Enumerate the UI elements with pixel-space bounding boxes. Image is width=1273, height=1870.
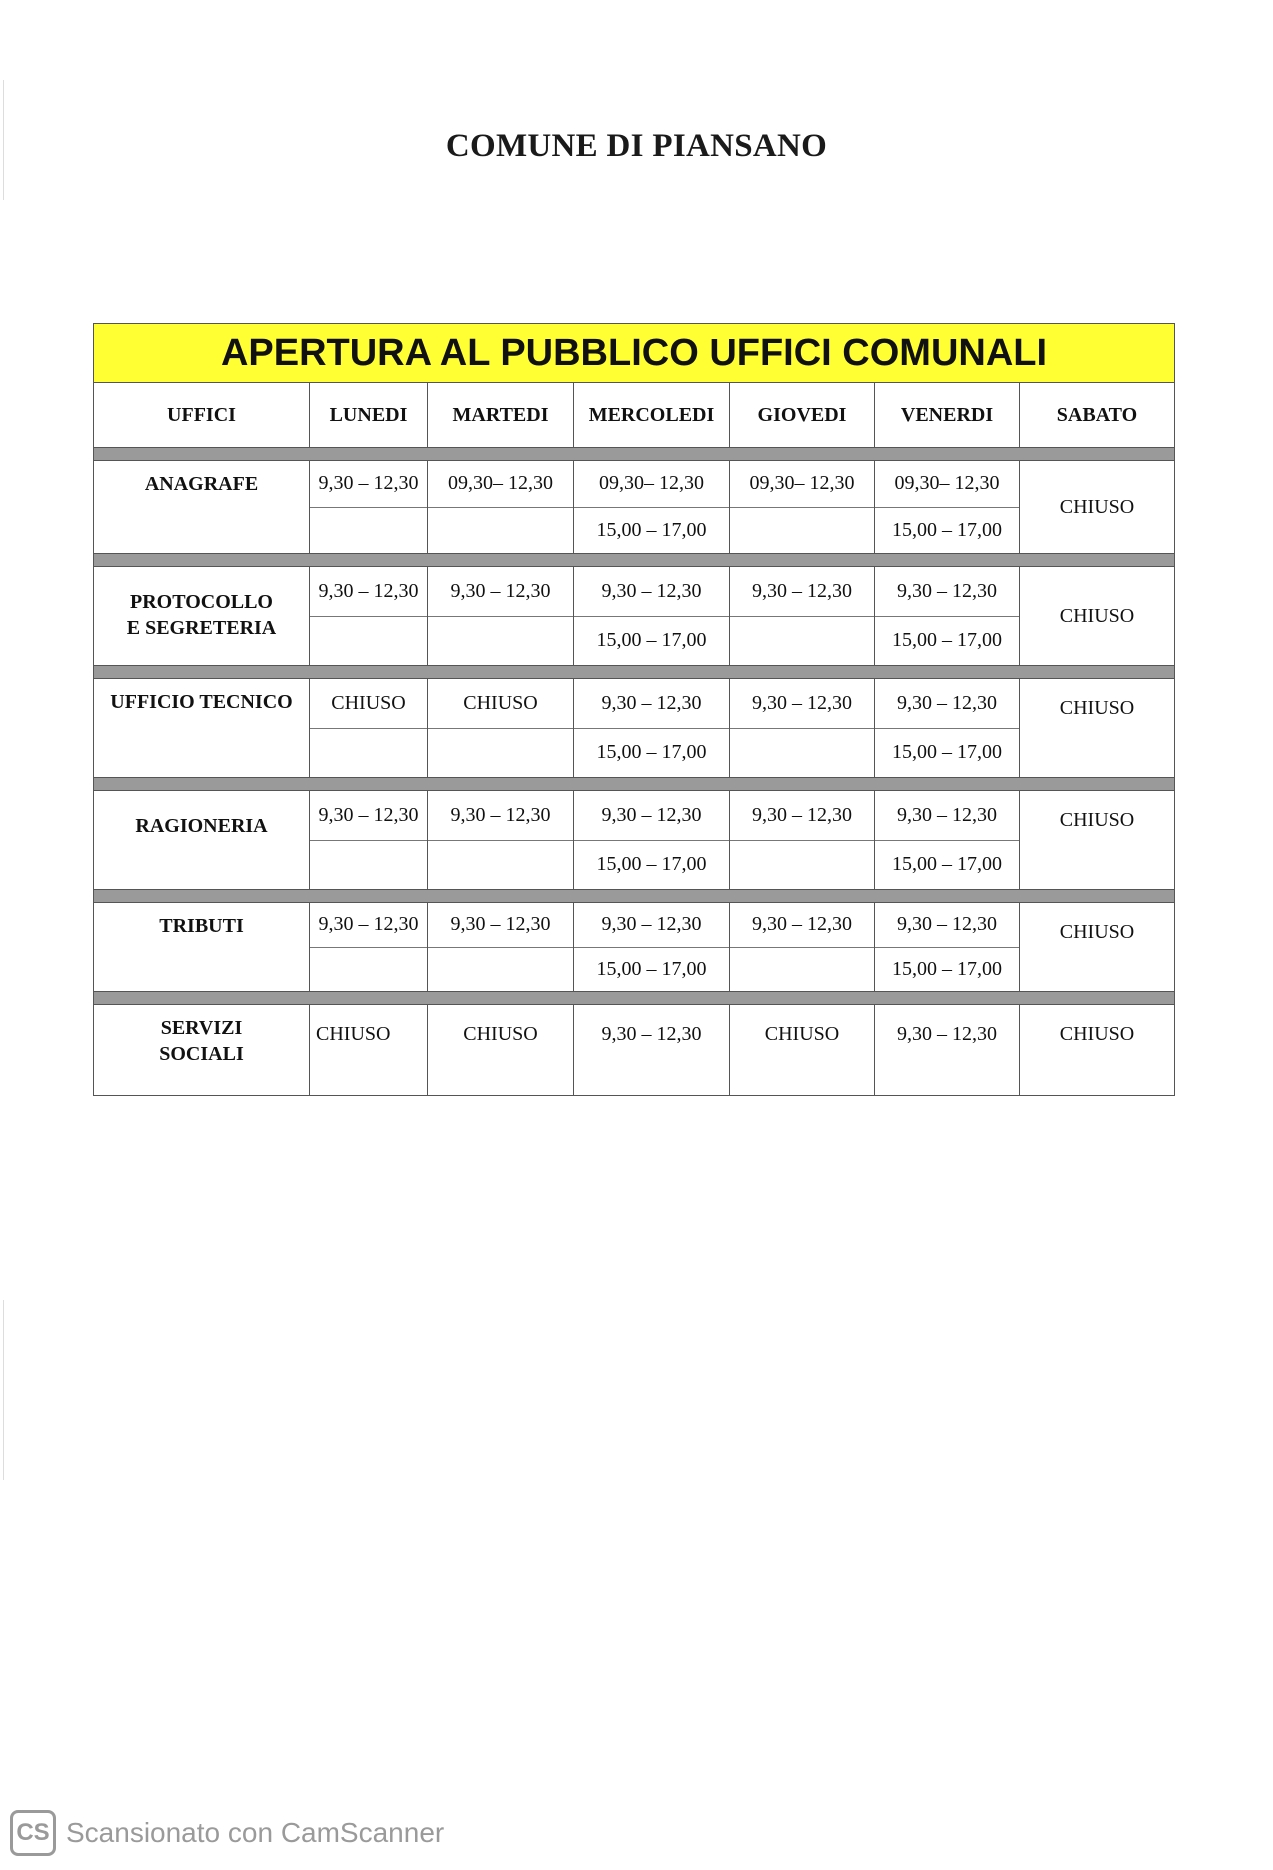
morning-slot: 9,30 – 12,30 — [450, 913, 551, 936]
hours-value: CHIUSO — [1059, 1023, 1135, 1045]
office-row — [94, 1005, 1174, 1095]
afternoon-slot: 15,00 – 17,00 — [574, 616, 729, 666]
hours-value: 9,30 – 12,30 — [897, 1023, 997, 1045]
row-separator — [94, 992, 1174, 1005]
office-name: SERVIZI SOCIALI — [94, 1005, 310, 1095]
header-lunedi: LUNEDI — [310, 383, 428, 447]
hours-value: CHIUSO — [1059, 604, 1135, 627]
hours-value: CHIUSO — [1059, 921, 1135, 943]
cell-venerdi — [875, 461, 1020, 553]
header-martedi: MARTEDI — [428, 383, 574, 447]
office-rows — [94, 448, 1174, 1095]
office-row — [94, 679, 1174, 778]
morning-slot: 09,30– 12,30 — [448, 472, 553, 495]
cell-mercoledi — [574, 461, 730, 553]
afternoon-slot: 15,00 – 17,00 — [875, 616, 1019, 666]
morning-slot: 9,30 – 12,30 — [897, 691, 997, 714]
afternoon-slot — [428, 840, 573, 890]
afternoon-slot — [310, 840, 427, 890]
cell-venerdi — [875, 679, 1020, 777]
cell-sabato — [1020, 791, 1174, 889]
cell-lunedi — [310, 679, 428, 777]
office-name: ANAGRAFE — [94, 461, 310, 553]
row-separator — [94, 890, 1174, 903]
cell-sabato — [1020, 567, 1174, 665]
morning-slot: 9,30 – 12,30 — [318, 579, 419, 602]
cell-martedi — [428, 679, 574, 777]
afternoon-slot: 15,00 – 17,00 — [875, 507, 1019, 554]
office-name: UFFICIO TECNICO — [94, 679, 310, 777]
afternoon-slot — [310, 728, 427, 778]
hours-value: 9,30 – 12,30 — [601, 1023, 702, 1045]
cell-lunedi — [310, 791, 428, 889]
header-venerdi: VENERDI — [875, 383, 1020, 447]
hours-value: CHIUSO — [1059, 697, 1135, 719]
row-separator — [94, 554, 1174, 567]
cell-martedi — [428, 461, 574, 553]
morning-slot: 9,30 – 12,30 — [601, 803, 702, 826]
office-row — [94, 903, 1174, 992]
cell-sabato — [1020, 461, 1174, 553]
morning-slot: 9,30 – 12,30 — [752, 803, 852, 826]
morning-slot: 9,30 – 12,30 — [318, 803, 419, 826]
cell-lunedi — [310, 903, 428, 991]
office-name: PROTOCOLLO E SEGRETERIA — [94, 567, 310, 665]
morning-slot: 9,30 – 12,30 — [897, 579, 997, 602]
morning-slot: 9,30 – 12,30 — [897, 803, 997, 826]
cell-lunedi — [310, 1005, 428, 1095]
afternoon-slot: 15,00 – 17,00 — [574, 840, 729, 890]
morning-slot: 9,30 – 12,30 — [450, 579, 551, 602]
header-row — [94, 383, 1174, 448]
afternoon-slot — [428, 616, 573, 666]
table-banner: APERTURA AL PUBBLICO UFFICI COMUNALI — [94, 324, 1174, 383]
morning-slot: CHIUSO — [331, 691, 406, 714]
afternoon-slot — [730, 947, 874, 992]
scan-edge-line — [3, 1300, 4, 1480]
header-mercoledi: MERCOLEDI — [574, 383, 730, 447]
header-sabato: SABATO — [1056, 403, 1138, 426]
cell-lunedi — [310, 567, 428, 665]
afternoon-slot — [730, 728, 874, 778]
cell-martedi — [428, 567, 574, 665]
row-separator — [94, 448, 1174, 461]
hours-value: CHIUSO — [764, 1023, 840, 1045]
afternoon-slot — [310, 616, 427, 666]
cell-giovedi — [730, 679, 875, 777]
cell-giovedi — [730, 461, 875, 553]
camscanner-logo-icon: CS — [10, 1810, 56, 1856]
office-row — [94, 791, 1174, 890]
morning-slot: 09,30– 12,30 — [749, 472, 855, 495]
cell-venerdi — [875, 1005, 1020, 1095]
morning-slot: 09,30– 12,30 — [894, 472, 1000, 495]
cell-sabato — [1020, 679, 1174, 777]
cell-giovedi — [730, 903, 875, 991]
afternoon-slot — [428, 507, 573, 554]
hours-value: CHIUSO — [463, 1023, 538, 1045]
cell-mercoledi — [574, 1005, 730, 1095]
afternoon-slot — [310, 947, 427, 992]
morning-slot: 9,30 – 12,30 — [450, 803, 551, 826]
cell-venerdi — [875, 903, 1020, 991]
afternoon-slot — [730, 840, 874, 890]
header-uffici: UFFICI — [94, 383, 310, 447]
cell-giovedi — [730, 567, 875, 665]
cell-mercoledi — [574, 903, 730, 991]
office-name: TRIBUTI — [94, 903, 310, 991]
office-row — [94, 461, 1174, 554]
afternoon-slot: 15,00 – 17,00 — [875, 947, 1019, 992]
afternoon-slot: 15,00 – 17,00 — [574, 728, 729, 778]
cell-martedi — [428, 791, 574, 889]
morning-slot: 9,30 – 12,30 — [601, 579, 702, 602]
office-row — [94, 567, 1174, 666]
afternoon-slot — [730, 616, 874, 666]
cell-venerdi — [875, 567, 1020, 665]
hours-value: CHIUSO — [1059, 809, 1135, 831]
morning-slot: 9,30 – 12,30 — [752, 579, 852, 602]
row-separator — [94, 666, 1174, 679]
schedule-table — [93, 323, 1175, 1096]
morning-slot: 09,30– 12,30 — [599, 472, 704, 495]
morning-slot: 9,30 – 12,30 — [601, 691, 702, 714]
afternoon-slot: 15,00 – 17,00 — [574, 947, 729, 992]
cell-giovedi — [730, 791, 875, 889]
afternoon-slot — [310, 507, 427, 554]
cell-martedi — [428, 903, 574, 991]
afternoon-slot — [428, 947, 573, 992]
afternoon-slot — [428, 728, 573, 778]
cell-martedi — [428, 1005, 574, 1095]
watermark-text: Scansionato con CamScanner — [66, 1817, 445, 1848]
afternoon-slot: 15,00 – 17,00 — [574, 507, 729, 554]
afternoon-slot — [730, 507, 874, 554]
morning-slot: 9,30 – 12,30 — [752, 691, 852, 714]
cell-mercoledi — [574, 679, 730, 777]
header-giovedi: GIOVEDI — [730, 383, 875, 447]
cell-mercoledi — [574, 567, 730, 665]
hours-value: CHIUSO — [1059, 495, 1135, 518]
morning-slot: 9,30 – 12,30 — [318, 913, 419, 936]
cell-sabato — [1020, 1005, 1174, 1095]
cell-venerdi — [875, 791, 1020, 889]
morning-slot: 9,30 – 12,30 — [601, 913, 702, 936]
morning-slot: 9,30 – 12,30 — [318, 472, 419, 495]
cell-giovedi — [730, 1005, 875, 1095]
row-separator — [94, 778, 1174, 791]
camscanner-watermark — [10, 1810, 444, 1856]
page-title: COMUNE DI PIANSANO — [445, 128, 828, 164]
cell-lunedi — [310, 461, 428, 553]
afternoon-slot: 15,00 – 17,00 — [875, 840, 1019, 890]
cell-sabato — [1020, 903, 1174, 991]
cell-mercoledi — [574, 791, 730, 889]
hours-value: CHIUSO — [316, 1023, 391, 1045]
office-name: RAGIONERIA — [94, 791, 310, 889]
morning-slot: 9,30 – 12,30 — [752, 913, 852, 936]
afternoon-slot: 15,00 – 17,00 — [875, 728, 1019, 778]
morning-slot: CHIUSO — [463, 691, 538, 714]
morning-slot: 9,30 – 12,30 — [897, 913, 997, 936]
